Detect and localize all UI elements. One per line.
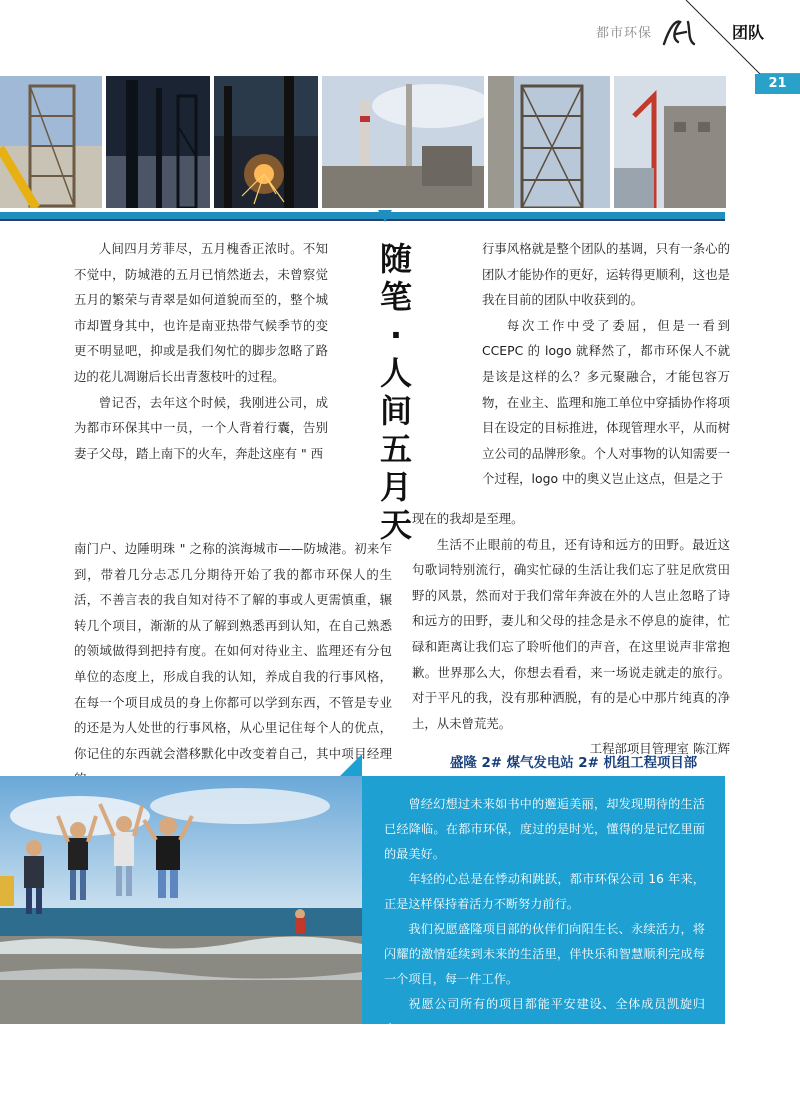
team-jumping-beach-photo: [0, 776, 362, 1024]
article-paragraph: 人间四月芳菲尽，五月槐香正浓时。不知不觉中，防城港的五月已悄然逝去，未曾察觉五月的繁荣与青翠是如何道貌而至的，整个城市却置身其中，也许是南亚热带气候季节的变更不明显吧，抑或是我们匆忙的脚步忽略了路边的花儿凋谢后长出青葱枝叶的过程。: [74, 241, 328, 384]
article-paragraph: 每次工作中受了委屈，但是一看到CCEPC 的 logo 就释然了，都市环保人不就是该是这样的么？多元聚融合，才能包容万物，在业主、监理和施工单位中穿插协作将项目在设定的目标推进，体现管理水平，从而树立公司的品牌形象。个人对事物的认知需要一个过程，logo 中的奥义岂止这点，但是之于: [482, 317, 730, 487]
page-number: 21: [755, 74, 800, 94]
title-char: 五: [379, 430, 412, 468]
project-message-box: [362, 776, 725, 1036]
header-band: [0, 212, 725, 219]
header-band-shadow: [0, 219, 725, 221]
tower-scaffold-dusk-photo: [106, 76, 210, 208]
project-paragraph: 祝愿公司所有的项目都能平安建设、全体成员凯旋归来。: [384, 997, 705, 1036]
power-plant-chimneys-photo: [322, 76, 484, 208]
title-char: 月: [379, 468, 412, 506]
article-paragraph: 行事风格就是整个团队的基调，只有一条心的团队才能协作的更好，运转得更顺利，这也是我在目前的团队中收获到的。: [482, 241, 730, 308]
project-paragraph: 年轻的心总是在悸动和跳跃，都市环保公司 16 年来，正是这样保持着活力不断努力前行。: [384, 872, 705, 911]
magazine-name: 都市环保: [596, 26, 653, 41]
title-char: 随: [379, 240, 412, 278]
box-notch: [340, 754, 362, 776]
article-paragraph: 生活不止眼前的苟且，还有诗和远方的田野。最近这句歌词特别流行，确实忙碌的生活让我们忘了驻足欣赏田野的风景，然而对于我们常年奔波在外的人岂止忽略了诗和远方的田野，妻儿和父母的挂念是永不停息的旋律，忙碌和距离让我们忘了聆听他们的声音，在这里说声非常抱歉。世界那么大，你想去看看，来一场说走就走的旅行。对于平凡的我，没有那种洒脱，有的是心中那片纯真的净土，从未曾荒芜。: [412, 536, 730, 731]
article-paragraph: 南门户、边陲明珠 " 之称的滨海城市——防城港。初来乍到，带着几分忐忑几分期待开始了我的都市环保人的生活，不善言表的我自知对待不了解的事或人更需慎重，辗转几个项目，渐渐的从了解到熟悉再到认知，在自己熟悉的领域做得到把持有度。在如何对待业主、监理还有分包单位的态度上，形成自我的认知，养成自我的行事风格，在每一个项目成员的身上你都可以学到东西，不管是专业的还是为人处世的行事风格，从心里记住每个人的优点，你记住的东西就会潜移默化中改变着自己，其中项目经理: [74, 541, 392, 761]
section-title: 团队: [732, 23, 765, 42]
steel-frame-tower-photo: [488, 76, 610, 208]
title-char: 笔: [379, 278, 412, 316]
welding-sparks-photo: [214, 76, 318, 208]
project-heading: 盛隆 2# 煤气发电站 2# 机组工程项目部: [450, 756, 698, 771]
title-char: ·: [389, 316, 403, 354]
article-left-column: [74, 236, 328, 466]
logo-glyph-icon: [660, 16, 700, 50]
article-paragraph: 曾记否，去年这个时候，我刚进公司，成为都市环保其中一员，一个人背着行囊，告别妻子父母，踏上南下的火车，奔赴这座有 " 西: [74, 394, 328, 461]
crane-scaffold-photo: [0, 76, 102, 208]
band-notch: [378, 210, 392, 222]
title-char: 天: [379, 506, 412, 544]
magazine-logo: [660, 16, 700, 56]
title-char: 间: [379, 392, 412, 430]
article-author: 工程部项目管理室 陈江辉: [589, 741, 730, 757]
crane-building-photo: [614, 76, 726, 208]
article-right-column: [482, 236, 730, 492]
title-char: 人: [379, 354, 412, 392]
project-paragraph: 我们祝愿盛隆项目部的伙伴们向阳生长、永续活力，将闪耀的激情延续到未来的生活里，伴快乐和智慧顺利完成每一个项目，每一件工作。: [384, 922, 705, 986]
article-title: [376, 240, 416, 544]
article-wide-column: [412, 506, 730, 762]
article-paragraph: 现在的我却是至理。: [412, 511, 524, 526]
project-paragraph: 曾经幻想过未来如书中的邂逅美丽，却发现期待的生活已经降临。在都市环保，度过的是时光，懂得的是记忆里面的最美好。: [384, 797, 705, 861]
